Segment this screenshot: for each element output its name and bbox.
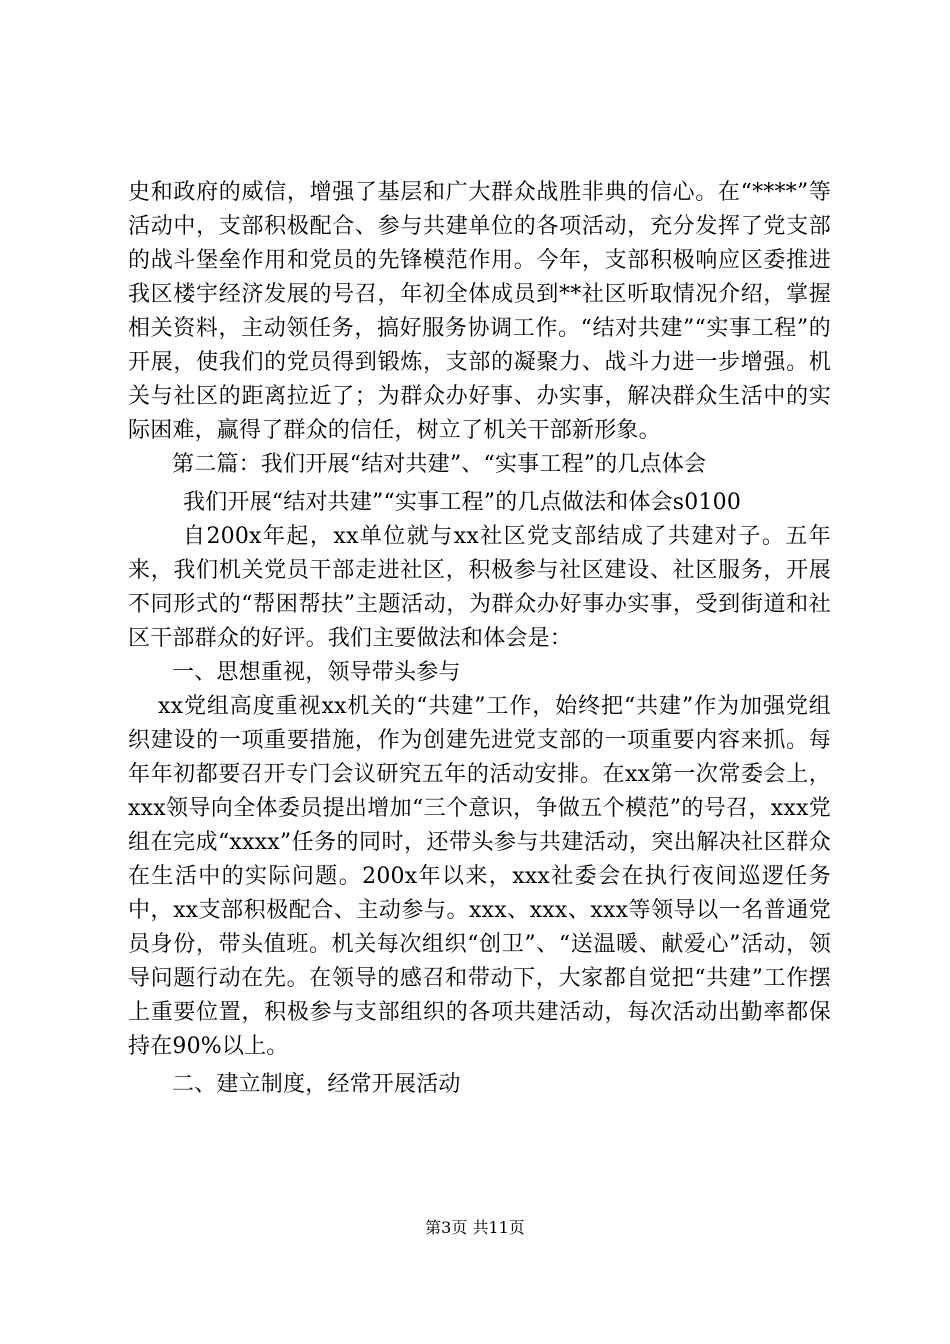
paragraph-continuation: 史和政府的威信，增强了基层和广大群众战胜非典的信心。在“****”等活动中，支部积极配合、参与共建单位的各项活动，充分发挥了党支部的战斗堡垒作用和党员的先锋模范作用。今年，支部积极响应区委推进我区楼宇经济发展的号召，年初全体成员到**社区听取情况介绍，掌握相关资料，主动领任务，搞好服务协调工作。“结对共建”“实事工程”的开展，使我们的党员得到锻炼，支部的凝聚力、战斗力进一步增强。机关与社区的距离拉近了；为群众办好事、办实事，解决群众生活中的实际困难，赢得了群众的信任，树立了机关干部新形象。: [128, 180, 831, 443]
subheading-two: 二、建立制度，经常开展活动: [172, 1072, 461, 1097]
page-number-footer: 第3页 共11页: [425, 1218, 525, 1237]
section-heading-part-two: 第二篇：我们开展“结对共建”、“实事工程”的几点体会: [172, 452, 707, 477]
paragraph-section-one: xx党组高度重视xx机关的“共建”工作，始终把“共建”作为加强党组织建设的一项重要措施，作为创建先进党支部的一项重要内容来抓。每年年初都要召开专门会议研究五年的活动安排。在xx第一次常委会上，xxx领导向全体委员提出增加“三个意识，争做五个模范”的号召，xxx党组在完成“xxxx”任务的同时，还带头参与共建活动，突出解决社区群众在生活中的实际问题。200x年以来，xxx社委会在执行夜间巡逻任务中，xx支部积极配合、主动参与。xxx、xxx、xxx等领导以一名普通党员身份，带头值班。机关每次组织“创卫”、“送温暖、献爱心”活动，领导问题行动在先。在领导的感召和带动下，大家都自觉把“共建”工作摆上重要位置，积极参与支部组织的各项共建活动，每次活动出勤率都保持在90%以上。: [128, 694, 831, 1059]
document-body: [128, 176, 831, 1102]
subheading-one: 一、思想重视，领导带头参与: [172, 660, 461, 685]
paragraph-intro: 自200x年起，xx单位就与xx社区党支部结成了共建对子。五年来，我们机关党员干部走进社区，积极参与社区建设、社区服务，开展不同形式的“帮困帮扶”主题活动，为群众办好事办实事，受到街道和社区干部群众的好评。我们主要做法和体会是：: [128, 524, 831, 651]
article-title: 我们开展“结对共建”“实事工程”的几点做法和体会s0100: [183, 490, 742, 515]
